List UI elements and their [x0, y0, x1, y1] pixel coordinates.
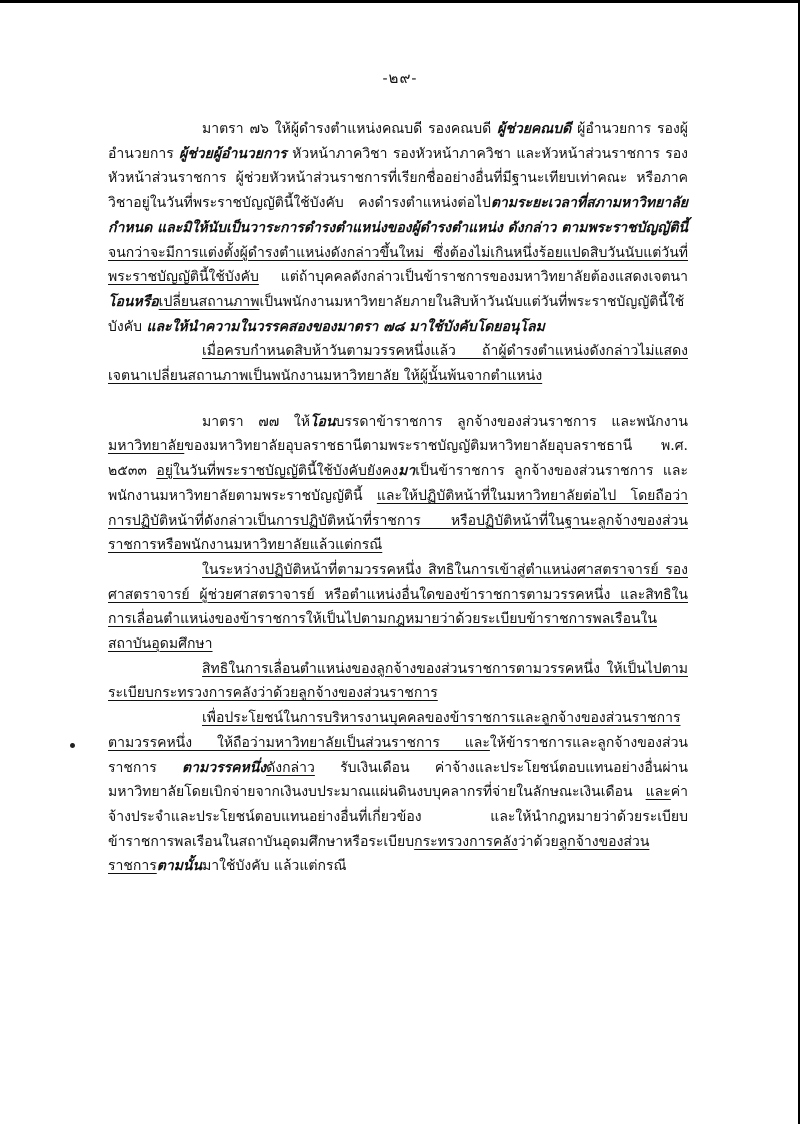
underlined-text: จนกว่าจะมีการแต่งตั้งผู้ดำรงตำแหน่งดังกล่าวขึ้นใหม่ ซึ่งต้องไม่เกินหนึ่งร้อยแปดสิบวันนับแต่วันที่พระราชบัญญัตินี้ใช้บังคับ: [108, 244, 688, 286]
underlined-text: ในระหว่างปฏิบัติหน้าที่ตามวรรคหนึ่ง สิทธิในการเข้าสู่ตำแหน่งศาสตราจารย์ รองศาสตราจารย์ ผู้ช่วยศาสตราจารย์ หรือตำแหน่งอื่นใดของข้าราชการตามวรรคหนึ่ง และสิทธิในการเลื่อนตำแหน่งของข้าราชการให้เป็นไปตามกฎหมายว่าด้วยระเบียบข้าราชการพลเรือนในสถาบันอุดมศึกษา: [108, 561, 688, 653]
page-number: -๒๙-: [382, 69, 418, 87]
underlined-text: และ: [645, 784, 671, 801]
handwritten-insert: และให้นำความในวรรคสองของมาตรา ๗๘ มาใช้บังคับโดยอนุโลม: [146, 318, 545, 335]
underlined-text: ลูกจ้างของส่วนราชการ: [108, 833, 650, 875]
handwritten-insert: โอน: [309, 413, 336, 430]
document-body: [108, 117, 688, 879]
section-77-paragraph-1: มาตรา ๗๗ ให้โอนบรรดาข้าราชการ ลูกจ้างของส่วนราชการ และพนักงานมหาวิทยาลัยของมหาวิทยาลัยอุบลราชธานีตามพระราชบัญญัติมหาวิทยาลัยอุบลราชธานี พ.ศ. ๒๕๓๓ อยู่ในวันที่พระราชบัญญัตินี้ใช้บังคับยังคงมาเป็นข้าราชการ ลูกจ้างของส่วนราชการ และพนักงานมหาวิทยาลัยตามพระราชบัญญัตินี้ และให้ปฏิบัติหน้าที่ในมหาวิทยาลัยต่อไป โดยถือว่าการปฏิบัติหน้าที่ดังกล่าวเป็นการปฏิบัติหน้าที่ราชการ หรือปฏิบัติหน้าที่ในฐานะลูกจ้างของส่วนราชการหรือพนักงานมหาวิทยาลัยแล้วแต่กรณี: [108, 413, 688, 554]
section-77-paragraph-4: เพื่อประโยชน์ในการบริหารงานบุคคลของข้าราชการและลูกจ้างของส่วนราชการตามวรรคหนึ่ง ให้ถือว่ามหาวิทยาลัยเป็นส่วนราชการ และให้ข้าราชการและลูกจ้างของส่วนราชการ ตามวรรคหนึ่งดังกล่าว รับเงินเดือน ค่าจ้างและประโยชน์ตอบแทนอย่างอื่นผ่านมหาวิทยาลัยโดยเบิกจ่ายจากเงินงบประมาณแผ่นดินงบบุคลากรที่จ่ายในลักษณะเงินเดือน และค่าจ้างประจำและประโยชน์ตอบแทนอย่างอื่นที่เกี่ยวข้อง และให้นำกฎหมายว่าด้วยระเบียบข้าราชการพลเรือนในสถาบันอุดมศึกษาหรือระเบียบกระทรวงการคลังว่าด้วยลูกจ้างของส่วนราชการตามนั้นมาใช้บังคับ แล้วแต่กรณี: [108, 710, 688, 875]
underlined-text: มหาวิทยาลัย: [108, 438, 185, 455]
section-76-paragraph-2: [108, 339, 688, 388]
handwritten-insert: ตามนั้น: [156, 858, 203, 875]
handwritten-insert: ผู้ช่วยผู้อำนวยการ: [179, 145, 287, 162]
section-77-paragraph-2: [108, 558, 688, 657]
underlined-text: สิทธิในการเลื่อนตำแหน่งของลูกจ้างของส่วนราชการตามวรรคหนึ่ง ให้เป็นไปตามระเบียบกระทรวงการคลังว่าด้วยลูกจ้างของส่วนราชการ: [108, 660, 688, 702]
underlined-text: เปลี่ยนสถานภาพ: [158, 293, 260, 310]
section-76-paragraph-1: มาตรา ๗๖ ให้ผู้ดำรงตำแหน่งคณบดี รองคณบดี ผู้ช่วยคณบดี ผู้อำนวยการ รองผู้อำนวยการ ผู้ช่วยผู้อำนวยการ หัวหน้าภาควิชา รองหัวหน้าภาควิชา และหัวหน้าส่วนราชการ รองหัวหน้าส่วนราชการ ผู้ช่วยหัวหน้าส่วนราชการที่เรียกชื่ออย่างอื่นที่มีฐานะเทียบเท่าคณะ หรือภาควิชาอยู่ในวันที่พระราชบัญญัตินี้ใช้บังคับ คงดำรงตำแหน่งต่อไปตามระยะเวลาที่สภามหาวิทยาลัยกำหนด และมิให้นับเป็นวาระการดำรงตำแหน่งของผู้ดำรงตำแหน่ง ดังกล่าว ตามพระราชบัญญัตินี้จนกว่าจะมีการแต่งตั้งผู้ดำรงตำแหน่งดังกล่าวขึ้นใหม่ ซึ่งต้องไม่เกินหนึ่งร้อยแปดสิบวันนับแต่วันที่พระราชบัญญัตินี้ใช้บังคับ แต่ถ้าบุคคลดังกล่าวเป็นข้าราชการของมหาวิทยาลัยต้องแสดงเจตนาโอนหรือเปลี่ยนสถานภาพเป็นพนักงานมหาวิทยาลัยภายในสิบห้าวันนับแต่วันที่พระราชบัญญัตินี้ใช้บังคับ และให้นำความในวรรคสองของมาตรา ๗๘ มาใช้บังคับโดยอนุโลม: [108, 121, 689, 335]
underlined-text: เมื่อครบกำหนดสิบห้าวันตามวรรคหนึ่งแล้ว ถ้าผู้ดำรงตำแหน่งดังกล่าวไม่แสดงเจตนาเปลี่ยนสถานภาพเป็นพนักงานมหาวิทยาลัย ให้ผู้นั้นพ้นจากตำแหน่ง: [108, 343, 688, 385]
handwritten-insert: โอนหรือ: [108, 293, 159, 310]
scan-top-edge: [0, 0, 800, 3]
underlined-text: อยู่ในวันที่พระราชบัญญัตินี้ใช้บังคับยังคง: [156, 463, 399, 480]
underlined-text: กระทรวงการคลัง: [414, 833, 518, 850]
margin-mark: [70, 743, 75, 748]
handwritten-insert: ผู้ช่วยคณบดี: [497, 121, 572, 137]
underlined-text: เพื่อประโยชน์ในการบริหารงานบุคคลของข้าราชการและลูกจ้างของส่วนราชการตามวรรคหนึ่ง ให้ถือว่ามหาวิทยาลัยเป็นส่วนราชการ และ: [108, 710, 681, 751]
section-77-paragraph-3: [108, 657, 688, 706]
handwritten-insert: ตามวรรคหนึ่ง: [182, 759, 267, 776]
handwritten-insert: มา: [398, 463, 416, 480]
underlined-text: ดังกล่าว: [266, 759, 315, 776]
underlined-text: และให้ปฏิบัติหน้าที่ในมหาวิทยาลัยต่อไป โดยถือว่าการปฏิบัติหน้าที่ดังกล่าวเป็นการปฏิบัติหน้าที่ราชการ หรือปฏิบัติหน้าที่ในฐานะลูกจ้างของส่วนราชการหรือพนักงานมหาวิทยาลัยแล้วแต่กรณี: [108, 487, 688, 554]
handwritten-insert: ตามระยะเวลาที่สภามหาวิทยาลัยกำหนด และมิให้นับเป็นวาระการดำรงตำแหน่งของผู้ดำรงตำแหน่ง ดังกล่าว ตามพระราชบัญญัตินี้: [108, 195, 688, 236]
